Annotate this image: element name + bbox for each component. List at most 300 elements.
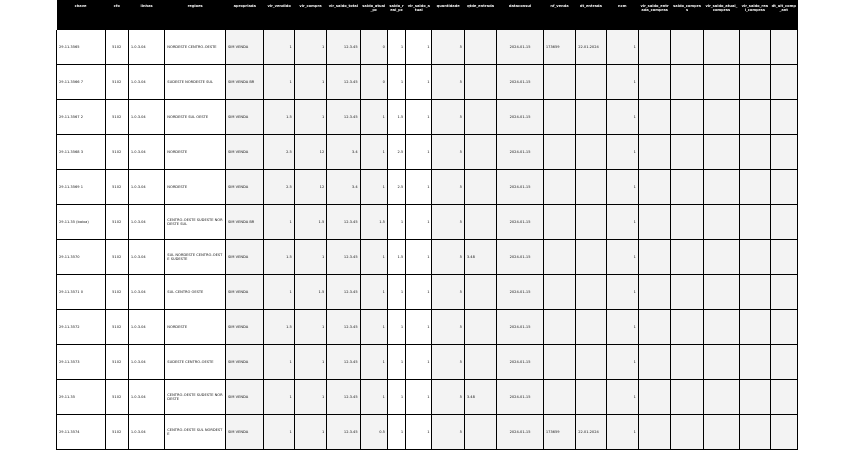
table-row[interactable] [57, 240, 798, 275]
cell-regioes[interactable]: NORDESTE [165, 310, 226, 345]
cell-vlr-saldo-total[interactable]: 12.3.45 [327, 65, 360, 100]
cell-dt-entrada[interactable] [576, 310, 606, 345]
column-header-vlr-saldo-entrada-compras[interactable] [638, 0, 670, 30]
cell-qtde-entrada[interactable]: 3.48 [464, 240, 496, 275]
cell-vlr-saldo-entrada-compras[interactable] [638, 65, 670, 100]
cell-nf-venda[interactable] [543, 380, 575, 415]
cell-qtde-entrada[interactable] [464, 170, 496, 205]
cell-vlr-saldo-total[interactable]: 12.3.45 [327, 205, 360, 240]
cell-quantidade[interactable]: 5 [432, 310, 464, 345]
cell-cfo[interactable]: 5102 [105, 275, 128, 310]
table-row[interactable] [57, 100, 798, 135]
cell-cfo[interactable]: 5102 [105, 205, 128, 240]
cell-linhas[interactable]: 1.0.3.04 [128, 170, 164, 205]
cell-vlr-saldo-entrada-compras[interactable] [638, 135, 670, 170]
cell-saldo-real-pc[interactable]: 1.5 [387, 240, 405, 275]
cell-dt-ult-comp-ant[interactable] [770, 275, 797, 310]
column-header-qtde-entrada[interactable] [464, 0, 496, 30]
cell-linhas[interactable]: 1.0.3.04 [128, 380, 164, 415]
cell-vlr-saldo-total[interactable]: 12.3.45 [327, 415, 360, 450]
cell-apropriada[interactable]: SIM VENDA [226, 310, 264, 345]
cell-vlr-compra[interactable]: 12 [294, 170, 326, 205]
cell-saldo-compras[interactable] [671, 415, 703, 450]
cell-cfo[interactable]: 5102 [105, 170, 128, 205]
cell-vlr-vendido[interactable]: 1 [264, 345, 294, 380]
column-header-regioes[interactable] [165, 0, 226, 30]
cell-qtde-entrada[interactable] [464, 310, 496, 345]
cell-dataconsul[interactable]: 2024-01-15 [497, 240, 544, 275]
cell-saldo-atual-pc[interactable]: 1.5 [360, 205, 387, 240]
cell-qtde-entrada[interactable] [464, 345, 496, 380]
cell-nf-venda[interactable] [543, 205, 575, 240]
cell-quantidade[interactable]: 5 [432, 100, 464, 135]
cell-vlr-vendido[interactable]: 1 [264, 275, 294, 310]
cell-vlr-saldo-total[interactable]: 3.4 [327, 135, 360, 170]
cell-ncm[interactable]: 1 [606, 380, 638, 415]
cell-vlr-compra[interactable]: 1 [294, 30, 326, 65]
cell-linhas[interactable]: 1.0.3.04 [128, 275, 164, 310]
cell-chave[interactable]: 29.11.3569 1 [57, 170, 106, 205]
cell-vlr-saldo-atual-compras[interactable] [703, 170, 739, 205]
cell-vlr-vendido[interactable]: 1.5 [264, 100, 294, 135]
cell-saldo-atual-pc[interactable]: 0 [360, 65, 387, 100]
cell-dt-entrada[interactable] [576, 135, 606, 170]
cell-vlr-saldo-atual-compras[interactable] [703, 30, 739, 65]
cell-dt-entrada[interactable] [576, 345, 606, 380]
cell-ncm[interactable]: 1 [606, 275, 638, 310]
cell-dataconsul[interactable]: 2024-01-15 [497, 380, 544, 415]
cell-apropriada[interactable]: SIM VENDA [226, 100, 264, 135]
column-header-vlr-saldo-total[interactable] [327, 0, 360, 30]
cell-vlr-compra[interactable]: 1.5 [294, 205, 326, 240]
table-row[interactable] [57, 415, 798, 450]
cell-dt-entrada[interactable] [576, 65, 606, 100]
cell-qtde-entrada[interactable] [464, 100, 496, 135]
cell-vlr-saldo-atual-compras[interactable] [703, 415, 739, 450]
cell-nf-venda[interactable] [543, 170, 575, 205]
cell-saldo-atual-pc[interactable]: 1 [360, 170, 387, 205]
cell-cfo[interactable]: 5102 [105, 345, 128, 380]
cell-ncm[interactable]: 1 [606, 415, 638, 450]
cell-saldo-real-pc[interactable]: 1 [387, 345, 405, 380]
column-header-linhas[interactable] [128, 0, 164, 30]
cell-ncm[interactable]: 1 [606, 240, 638, 275]
cell-regioes[interactable]: SUL NORDESTE CENTRO-OESTE SUDESTE [165, 240, 226, 275]
cell-dt-ult-comp-ant[interactable] [770, 380, 797, 415]
cell-vlr-vendido[interactable]: 1 [264, 65, 294, 100]
cell-vlr-saldo-entrada-compras[interactable] [638, 170, 670, 205]
cell-regioes[interactable]: SUDESTE CENTRO-OESTE [165, 345, 226, 380]
cell-chave[interactable]: 29.11.3565 [57, 30, 106, 65]
cell-ncm[interactable]: 1 [606, 345, 638, 380]
cell-saldo-real-pc[interactable]: 1.5 [387, 100, 405, 135]
column-header-saldo-real-pc[interactable] [387, 0, 405, 30]
cell-vlr-compra[interactable]: 1 [294, 65, 326, 100]
cell-vlr-saldo-total[interactable]: 12.3.45 [327, 275, 360, 310]
column-header-dt-entrada[interactable] [576, 0, 606, 30]
cell-vlr-vendido[interactable]: 2.5 [264, 135, 294, 170]
cell-vlr-compra[interactable]: 1.5 [294, 275, 326, 310]
column-header-vlr-compra[interactable] [294, 0, 326, 30]
cell-quantidade[interactable]: 5 [432, 135, 464, 170]
cell-saldo-atual-pc[interactable]: 1 [360, 275, 387, 310]
cell-apropriada[interactable]: SIM VENDA [226, 275, 264, 310]
cell-cfo[interactable]: 5102 [105, 240, 128, 275]
cell-dt-entrada[interactable] [576, 100, 606, 135]
cell-regioes[interactable]: CENTRO-OESTE SUDESTE NORDESTE [165, 380, 226, 415]
cell-regioes[interactable]: SUL CENTRO OESTE [165, 275, 226, 310]
column-header-apropriada[interactable] [226, 0, 264, 30]
cell-vlr-saldo-total[interactable]: 12.3.45 [327, 30, 360, 65]
cell-dt-ult-comp-ant[interactable] [770, 205, 797, 240]
cell-linhas[interactable]: 1.0.3.04 [128, 415, 164, 450]
cell-chave[interactable]: 29.11.3572 [57, 310, 106, 345]
cell-saldo-atual-pc[interactable]: 1 [360, 345, 387, 380]
cell-linhas[interactable]: 1.0.3.04 [128, 30, 164, 65]
cell-qtde-entrada[interactable] [464, 205, 496, 240]
cell-vlr-saldo-atual-compras[interactable] [703, 345, 739, 380]
cell-quantidade[interactable]: 5 [432, 380, 464, 415]
cell-quantidade[interactable]: 5 [432, 170, 464, 205]
cell-saldo-atual-pc[interactable]: 0.5 [360, 415, 387, 450]
cell-vlr-vendido[interactable]: 1 [264, 205, 294, 240]
cell-qtde-entrada[interactable]: 3.48 [464, 380, 496, 415]
cell-nf-venda[interactable] [543, 240, 575, 275]
cell-chave[interactable]: 29.11.3570 [57, 240, 106, 275]
cell-vlr-saldo-real-compras[interactable] [740, 345, 770, 380]
cell-saldo-atual-pc[interactable]: 1 [360, 240, 387, 275]
cell-chave[interactable]: 29.11.35 (baixa) [57, 205, 106, 240]
cell-saldo-compras[interactable] [671, 380, 703, 415]
cell-vlr-saldo-atual[interactable]: 1 [406, 275, 432, 310]
cell-apropriada[interactable]: SIM VENDA BR [226, 65, 264, 100]
cell-vlr-saldo-atual-compras[interactable] [703, 275, 739, 310]
cell-vlr-saldo-real-compras[interactable] [740, 380, 770, 415]
table-row[interactable] [57, 135, 798, 170]
cell-dt-entrada[interactable] [576, 275, 606, 310]
cell-vlr-saldo-real-compras[interactable] [740, 205, 770, 240]
cell-saldo-atual-pc[interactable]: 1 [360, 135, 387, 170]
column-header-label: nf_venda [550, 4, 569, 8]
cell-vlr-saldo-real-compras[interactable] [740, 170, 770, 205]
cell-regioes[interactable]: NORDESTE CENTRO-OESTE [165, 30, 226, 65]
cell-vlr-saldo-total[interactable]: 12.3.45 [327, 380, 360, 415]
cell-cfo[interactable]: 5102 [105, 65, 128, 100]
cell-vlr-saldo-atual[interactable]: 1 [406, 30, 432, 65]
cell-nf-venda[interactable] [543, 135, 575, 170]
cell-dataconsul[interactable]: 2024-01-15 [497, 205, 544, 240]
cell-dt-entrada[interactable] [576, 240, 606, 275]
cell-ncm[interactable]: 1 [606, 30, 638, 65]
cell-vlr-saldo-atual[interactable]: 1 [406, 345, 432, 380]
column-header-vlr-vendido[interactable] [264, 0, 294, 30]
cell-vlr-saldo-real-compras[interactable] [740, 135, 770, 170]
cell-vlr-saldo-atual-compras[interactable] [703, 100, 739, 135]
cell-vlr-saldo-entrada-compras[interactable] [638, 345, 670, 380]
cell-dt-ult-comp-ant[interactable] [770, 135, 797, 170]
table-row[interactable] [57, 30, 798, 65]
cell-regioes[interactable]: NORDESTE SUL OESTE [165, 100, 226, 135]
cell-vlr-compra[interactable]: 1 [294, 415, 326, 450]
cell-vlr-saldo-atual[interactable]: 1 [406, 415, 432, 450]
cell-vlr-compra[interactable]: 1 [294, 100, 326, 135]
cell-dt-ult-comp-ant[interactable] [770, 30, 797, 65]
cell-vlr-saldo-total[interactable]: 3.4 [327, 170, 360, 205]
table-row[interactable] [57, 275, 798, 310]
cell-chave[interactable]: 29.11.35 [57, 380, 106, 415]
cell-apropriada[interactable]: SIM VENDA [226, 30, 264, 65]
cell-vlr-vendido[interactable]: 1 [264, 415, 294, 450]
cell-vlr-vendido[interactable]: 2.5 [264, 170, 294, 205]
cell-vlr-saldo-real-compras[interactable] [740, 30, 770, 65]
cell-vlr-saldo-atual-compras[interactable] [703, 310, 739, 345]
cell-quantidade[interactable]: 5 [432, 415, 464, 450]
cell-dataconsul[interactable]: 2024-01-15 [497, 275, 544, 310]
cell-apropriada[interactable]: SIM VENDA [226, 415, 264, 450]
cell-dt-ult-comp-ant[interactable] [770, 345, 797, 380]
cell-quantidade[interactable]: 5 [432, 30, 464, 65]
cell-apropriada[interactable]: SIM VENDA BR [226, 205, 264, 240]
cell-saldo-compras[interactable] [671, 65, 703, 100]
cell-vlr-saldo-entrada-compras[interactable] [638, 100, 670, 135]
cell-vlr-saldo-real-compras[interactable] [740, 310, 770, 345]
cell-apropriada[interactable]: SIM VENDA [226, 380, 264, 415]
cell-regioes[interactable]: NORDESTE [165, 135, 226, 170]
cell-saldo-atual-pc[interactable]: 1 [360, 380, 387, 415]
column-header-label: saldo_atual_pc [362, 4, 386, 12]
cell-chave[interactable]: 29.11.3571 0 [57, 275, 106, 310]
cell-vlr-compra[interactable]: 12 [294, 135, 326, 170]
cell-qtde-entrada[interactable] [464, 30, 496, 65]
cell-vlr-saldo-total[interactable]: 12.3.45 [327, 310, 360, 345]
cell-vlr-vendido[interactable]: 1 [264, 30, 294, 65]
column-header-nf-venda[interactable] [543, 0, 575, 30]
cell-nf-venda[interactable] [543, 275, 575, 310]
cell-qtde-entrada[interactable] [464, 275, 496, 310]
cell-saldo-compras[interactable] [671, 135, 703, 170]
cell-vlr-saldo-total[interactable]: 12.3.45 [327, 240, 360, 275]
cell-vlr-saldo-total[interactable]: 12.3.45 [327, 100, 360, 135]
cell-vlr-saldo-real-compras[interactable] [740, 100, 770, 135]
cell-saldo-compras[interactable] [671, 100, 703, 135]
cell-vlr-saldo-atual[interactable]: 1 [406, 65, 432, 100]
cell-vlr-saldo-atual[interactable]: 1 [406, 170, 432, 205]
cell-ncm[interactable]: 1 [606, 100, 638, 135]
cell-chave[interactable]: 29.11.3574 [57, 415, 106, 450]
cell-vlr-saldo-atual[interactable]: 1 [406, 240, 432, 275]
cell-apropriada[interactable]: SIM VENDA [226, 345, 264, 380]
cell-dt-ult-comp-ant[interactable] [770, 65, 797, 100]
cell-qtde-entrada[interactable] [464, 135, 496, 170]
column-header-quantidade[interactable] [432, 0, 464, 30]
column-header-vlr-saldo-real-compras[interactable] [740, 0, 770, 30]
cell-ncm[interactable]: 1 [606, 65, 638, 100]
cell-vlr-saldo-total[interactable]: 12.3.45 [327, 345, 360, 380]
cell-ncm[interactable]: 1 [606, 170, 638, 205]
cell-saldo-compras[interactable] [671, 170, 703, 205]
cell-saldo-real-pc[interactable]: 1 [387, 380, 405, 415]
cell-saldo-compras[interactable] [671, 205, 703, 240]
cell-dt-entrada[interactable] [576, 380, 606, 415]
cell-dataconsul[interactable]: 2024-01-15 [497, 310, 544, 345]
cell-saldo-compras[interactable] [671, 240, 703, 275]
table-row[interactable] [57, 310, 798, 345]
cell-linhas[interactable]: 1.0.3.04 [128, 135, 164, 170]
cell-saldo-real-pc[interactable]: 1 [387, 30, 405, 65]
cell-chave[interactable]: 29.11.3567 2 [57, 100, 106, 135]
column-header-chave[interactable] [57, 0, 106, 30]
cell-dt-ult-comp-ant[interactable] [770, 415, 797, 450]
cell-vlr-saldo-entrada-compras[interactable] [638, 415, 670, 450]
cell-qtde-entrada[interactable] [464, 65, 496, 100]
cell-dt-ult-comp-ant[interactable] [770, 240, 797, 275]
cell-cfo[interactable]: 5102 [105, 380, 128, 415]
cell-saldo-atual-pc[interactable]: 1 [360, 100, 387, 135]
cell-vlr-saldo-atual[interactable]: 1 [406, 135, 432, 170]
cell-saldo-real-pc[interactable]: 1 [387, 205, 405, 240]
cell-vlr-vendido[interactable]: 1.5 [264, 310, 294, 345]
table-row[interactable] [57, 205, 798, 240]
cell-quantidade[interactable]: 5 [432, 240, 464, 275]
cell-vlr-saldo-atual[interactable]: 1 [406, 205, 432, 240]
cell-ncm[interactable]: 1 [606, 310, 638, 345]
cell-saldo-real-pc[interactable]: 1 [387, 310, 405, 345]
column-header-ncm[interactable] [606, 0, 638, 30]
cell-linhas[interactable]: 1.0.3.04 [128, 310, 164, 345]
cell-vlr-saldo-real-compras[interactable] [740, 275, 770, 310]
cell-saldo-compras[interactable] [671, 310, 703, 345]
cell-vlr-compra[interactable]: 1 [294, 345, 326, 380]
cell-chave[interactable]: 29.11.3573 [57, 345, 106, 380]
cell-quantidade[interactable]: 5 [432, 65, 464, 100]
cell-cfo[interactable]: 5102 [105, 30, 128, 65]
cell-dt-entrada[interactable] [576, 170, 606, 205]
cell-saldo-real-pc[interactable]: 2.5 [387, 170, 405, 205]
column-header-vlr-saldo-atual-compras[interactable] [703, 0, 739, 30]
cell-vlr-vendido[interactable]: 1 [264, 380, 294, 415]
cell-nf-venda[interactable] [543, 345, 575, 380]
cell-dataconsul[interactable]: 2024-01-15 [497, 415, 544, 450]
cell-cfo[interactable]: 5102 [105, 100, 128, 135]
cell-apropriada[interactable]: SIM VENDA [226, 170, 264, 205]
cell-linhas[interactable]: 1.0.3.04 [128, 65, 164, 100]
cell-vlr-saldo-entrada-compras[interactable] [638, 310, 670, 345]
cell-qtde-entrada[interactable] [464, 415, 496, 450]
cell-vlr-saldo-entrada-compras[interactable] [638, 205, 670, 240]
cell-vlr-saldo-entrada-compras[interactable] [638, 275, 670, 310]
cell-ncm[interactable]: 1 [606, 135, 638, 170]
cell-vlr-saldo-atual-compras[interactable] [703, 65, 739, 100]
cell-vlr-saldo-entrada-compras[interactable] [638, 380, 670, 415]
cell-cfo[interactable]: 5102 [105, 310, 128, 345]
cell-regioes[interactable]: NORDESTE [165, 170, 226, 205]
cell-saldo-compras[interactable] [671, 275, 703, 310]
cell-saldo-real-pc[interactable]: 1 [387, 65, 405, 100]
cell-dataconsul[interactable]: 2024-01-15 [497, 345, 544, 380]
column-header-saldo-atual-pc[interactable] [360, 0, 387, 30]
cell-dataconsul[interactable]: 2024-01-15 [497, 30, 544, 65]
cell-saldo-atual-pc[interactable]: 0 [360, 30, 387, 65]
cell-chave[interactable]: 29.11.3568 3 [57, 135, 106, 170]
cell-vlr-compra[interactable]: 1 [294, 380, 326, 415]
cell-vlr-saldo-entrada-compras[interactable] [638, 30, 670, 65]
column-header-cfo[interactable] [105, 0, 128, 30]
column-header-dt-ult-comp-ant[interactable] [770, 0, 797, 30]
cell-saldo-real-pc[interactable]: 1 [387, 415, 405, 450]
cell-linhas[interactable]: 1.0.3.04 [128, 345, 164, 380]
column-header-dataconsul[interactable] [497, 0, 544, 30]
cell-vlr-compra[interactable]: 1 [294, 310, 326, 345]
cell-vlr-saldo-atual[interactable]: 1 [406, 310, 432, 345]
cell-dt-ult-comp-ant[interactable] [770, 100, 797, 135]
cell-linhas[interactable]: 1.0.3.04 [128, 205, 164, 240]
cell-vlr-compra[interactable]: 1 [294, 240, 326, 275]
cell-dataconsul[interactable]: 2024-01-15 [497, 65, 544, 100]
table-row[interactable] [57, 65, 798, 100]
cell-dataconsul[interactable]: 2024-01-15 [497, 170, 544, 205]
cell-chave[interactable]: 29.11.3566 7 [57, 65, 106, 100]
cell-vlr-saldo-real-compras[interactable] [740, 240, 770, 275]
cell-dt-entrada[interactable]: 22.01.2024 [576, 415, 606, 450]
cell-quantidade[interactable]: 5 [432, 275, 464, 310]
cell-regioes[interactable]: CENTRO-OESTE SUDESTE NORDESTE SUL [165, 205, 226, 240]
cell-quantidade[interactable]: 5 [432, 205, 464, 240]
cell-quantidade[interactable]: 5 [432, 345, 464, 380]
cell-vlr-saldo-atual-compras[interactable] [703, 205, 739, 240]
cell-cfo[interactable]: 5102 [105, 135, 128, 170]
cell-dt-entrada[interactable] [576, 205, 606, 240]
cell-dataconsul[interactable]: 2024-01-15 [497, 100, 544, 135]
column-header-saldo-compras[interactable] [671, 0, 703, 30]
cell-saldo-atual-pc[interactable]: 1 [360, 310, 387, 345]
cell-dt-ult-comp-ant[interactable] [770, 170, 797, 205]
cell-vlr-saldo-atual[interactable]: 1 [406, 100, 432, 135]
cell-apropriada[interactable]: SIM VENDA [226, 135, 264, 170]
cell-vlr-saldo-atual[interactable]: 1 [406, 380, 432, 415]
cell-saldo-real-pc[interactable]: 1 [387, 275, 405, 310]
cell-linhas[interactable]: 1.0.3.04 [128, 240, 164, 275]
cell-ncm[interactable]: 1 [606, 205, 638, 240]
cell-dt-ult-comp-ant[interactable] [770, 310, 797, 345]
cell-vlr-saldo-atual-compras[interactable] [703, 135, 739, 170]
cell-cfo[interactable]: 5102 [105, 415, 128, 450]
cell-vlr-vendido[interactable]: 1.5 [264, 240, 294, 275]
cell-vlr-saldo-real-compras[interactable] [740, 415, 770, 450]
cell-regioes[interactable]: CENTRO-OESTE SUL NORDESTE [165, 415, 226, 450]
cell-linhas[interactable]: 1.0.3.04 [128, 100, 164, 135]
cell-dataconsul[interactable]: 2024-01-15 [497, 135, 544, 170]
cell-nf-venda[interactable] [543, 65, 575, 100]
cell-saldo-compras[interactable] [671, 345, 703, 380]
cell-vlr-saldo-atual-compras[interactable] [703, 240, 739, 275]
column-header-vlr-saldo-atual[interactable] [406, 0, 432, 30]
cell-vlr-saldo-atual-compras[interactable] [703, 380, 739, 415]
cell-vlr-saldo-entrada-compras[interactable] [638, 240, 670, 275]
cell-apropriada[interactable]: SIM VENDA [226, 240, 264, 275]
cell-saldo-compras[interactable] [671, 30, 703, 65]
cell-dt-entrada[interactable]: 22.01.2024 [576, 30, 606, 65]
cell-nf-venda[interactable]: 173659 [543, 30, 575, 65]
cell-saldo-real-pc[interactable]: 2.5 [387, 135, 405, 170]
cell-nf-venda[interactable]: 173659 [543, 415, 575, 450]
cell-nf-venda[interactable] [543, 310, 575, 345]
cell-nf-venda[interactable] [543, 100, 575, 135]
cell-vlr-saldo-real-compras[interactable] [740, 65, 770, 100]
table-row[interactable] [57, 170, 798, 205]
cell-regioes[interactable]: SUDESTE NORDESTE SUL [165, 65, 226, 100]
table-row[interactable] [57, 380, 798, 415]
table-row[interactable] [57, 345, 798, 380]
